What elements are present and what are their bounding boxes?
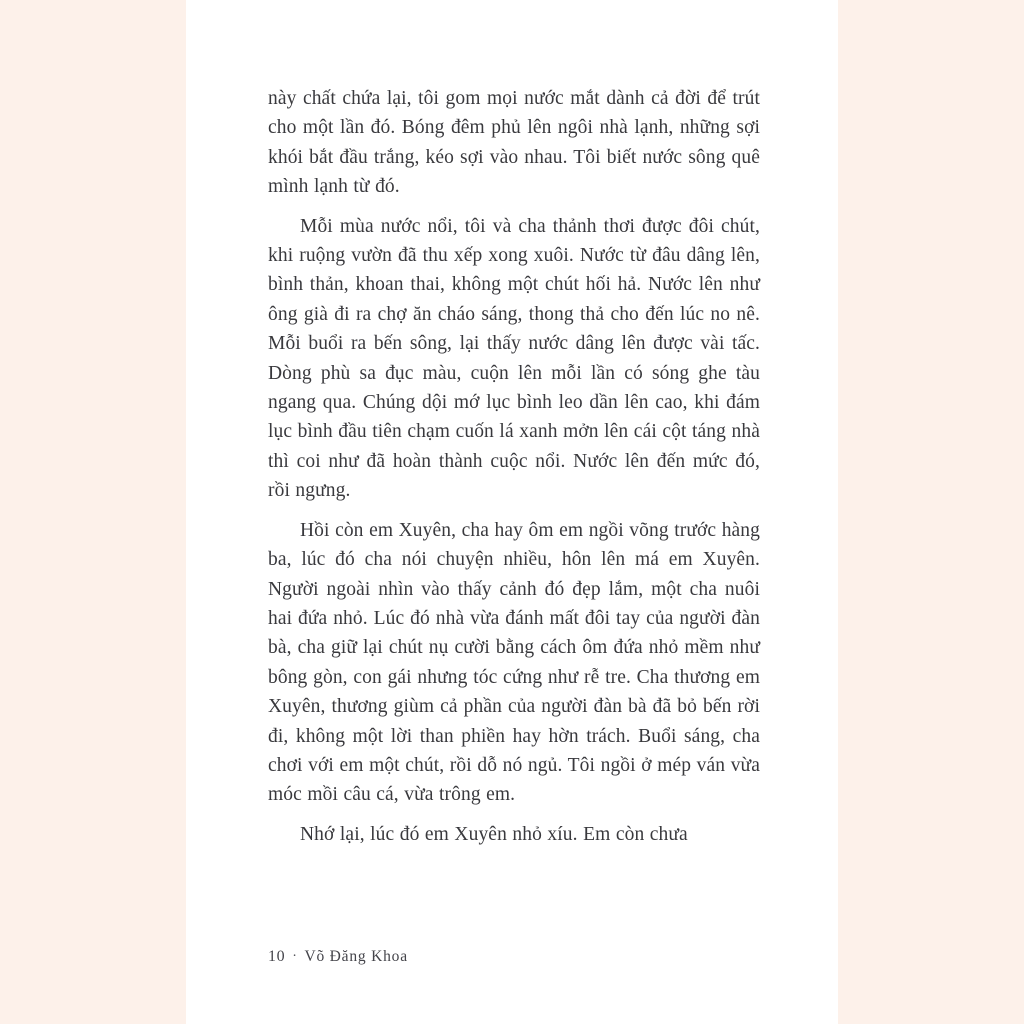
body-paragraph: Mỗi mùa nước nổi, tôi và cha thảnh thơi được đôi chút, khi ruộng vườn đã thu xếp xong xuôi. Nước từ đâu dâng lên, bình thản, khoan thai, không một chút hối hả. Nước lên như ông già đi ra chợ ăn cháo sáng, thong thả cho đến lúc no nê. Mỗi buổi ra bến sông, lại thấy nước dâng lên được vài tấc. Dòng phù sa đục màu, cuộn lên mỗi lần có sóng ghe tàu ngang qua. Chúng dội mớ lục bình leo dần lên cao, khi đám lục bình đầu tiên chạm cuốn lá xanh mởn lên cái cột táng nhà thì coi như đã hoàn thành cuộc nổi. Nước lên đến mức đó, rồi ngưng.: [268, 215, 760, 502]
right-margin: [838, 0, 1024, 1024]
author-name: Võ Đăng Khoa: [304, 948, 408, 965]
footer-separator: ·: [292, 949, 298, 964]
page-text: [268, 84, 760, 859]
page-footer: [268, 948, 408, 966]
left-margin: [0, 0, 186, 1024]
body-paragraph: Nhớ lại, lúc đó em Xuyên nhỏ xíu. Em còn chưa: [300, 823, 688, 845]
body-paragraph: Hồi còn em Xuyên, cha hay ôm em ngồi võng trước hàng ba, lúc đó cha nói chuyện nhiều, hôn lên má em Xuyên. Người ngoài nhìn vào thấy cảnh đó đẹp lắm, một cha nuôi hai đứa nhỏ. Lúc đó nhà vừa đánh mất đôi tay của người đàn bà, cha giữ lại chút nụ cười bằng cách ôm đứa nhỏ mềm như bông gòn, con gái nhưng tóc cứng như rễ tre. Cha thương em Xuyên, thương giùm cả phần của người đàn bà đã bỏ bến rời đi, không một lời than phiền hay hờn trách. Buổi sáng, cha chơi với em một chút, rồi dỗ nó ngủ. Tôi ngồi ở mép ván vừa móc mồi câu cá, vừa trông em.: [268, 519, 760, 806]
body-paragraph: này chất chứa lại, tôi gom mọi nước mắt dành cả đời để trút cho một lần đó. Bóng đêm phủ lên ngôi nhà lạnh, những sợi khói bắt đầu trắng, kéo sợi vào nhau. Tôi biết nước sông quê mình lạnh từ đó.: [268, 88, 760, 198]
book-page: [186, 0, 838, 1024]
page-number: 10: [268, 948, 286, 965]
